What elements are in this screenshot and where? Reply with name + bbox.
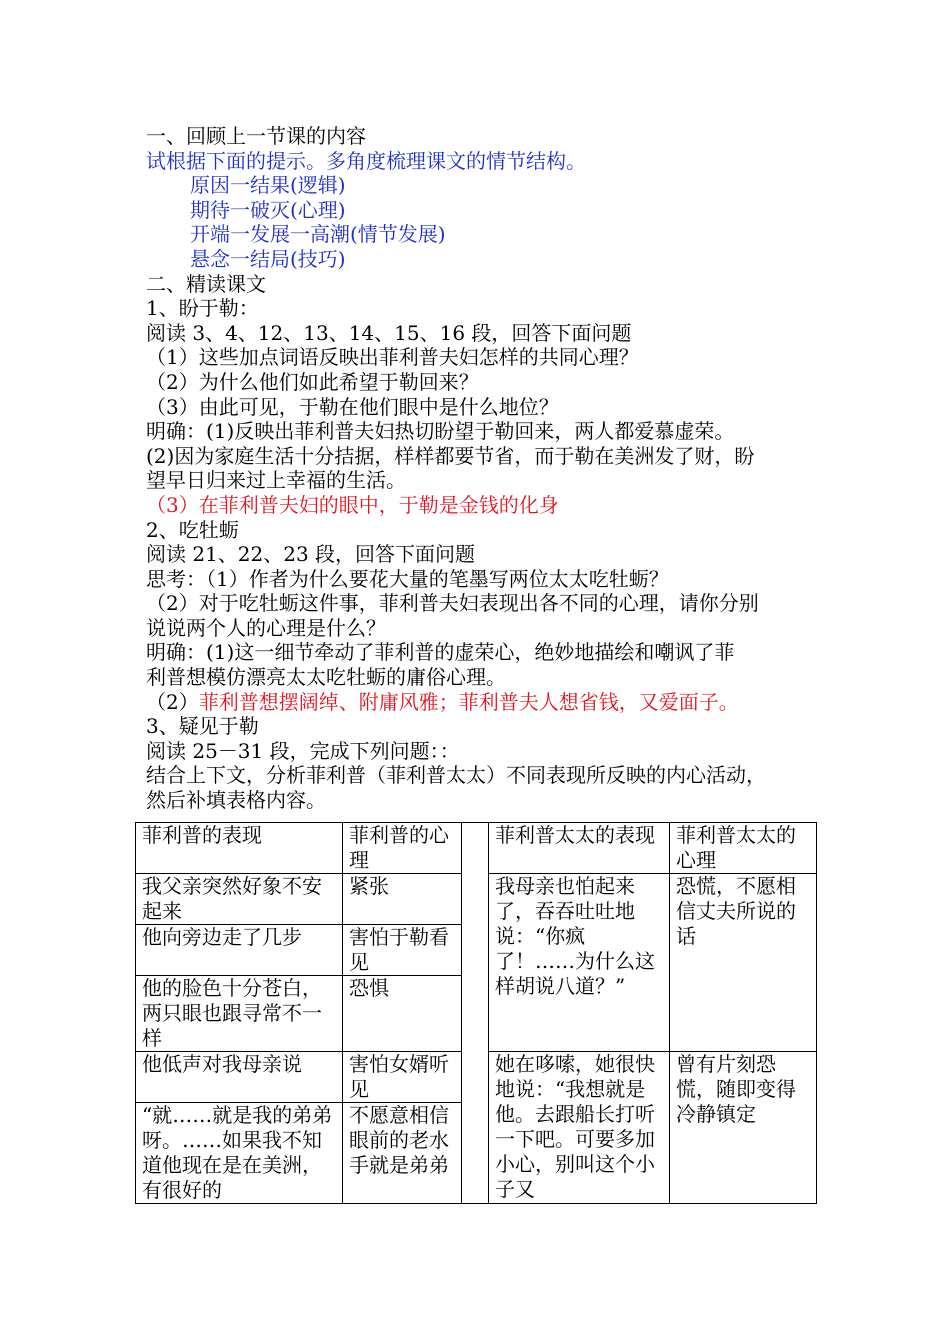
line-text: 阅读 21、22、23 段，回答下面问题 [146,542,476,567]
line-text: 试根据下面的提示。多角度梳理课文的情节结构。 [146,148,586,173]
table-cell: 害怕女婿听见 [343,1052,462,1103]
text-line [146,272,826,297]
text-line [146,616,826,641]
table-cell: 恐惧 [343,976,462,1052]
table-cell: 他的脸色十分苍白，两只眼也跟寻常不一样 [136,976,343,1052]
table-cell: 他向旁边走了几步 [136,925,343,976]
text-line [146,444,826,469]
line-text: 原因一结果(逻辑) [190,173,346,198]
line-text: （2）为什么他们如此希望于勒回来？ [146,369,479,394]
line-text: （3）在菲利普夫妇的眼中，于勒是金钱的化身 [146,492,559,517]
text-line [146,763,826,788]
table-cell: 曾有片刻恐慌，随即变得冷静镇定 [670,1052,817,1204]
line-text: （1）这些加点词语反映出菲利普夫妇怎样的共同心理？ [146,345,639,370]
text-line [146,222,826,247]
line-text: 一、回顾上一节课的内容 [146,124,366,148]
line-text: 开端一发展一高潮(情节发展) [190,222,446,247]
line-text: 阅读 3、4、12、13、14、15、16 段，回答下面问题 [146,320,632,345]
line-text: 悬念一结局(技巧) [190,246,346,271]
line-text: 然后补填表格内容。 [146,788,326,813]
header-cell: 菲利普的表现 [136,823,343,874]
text-line [146,124,826,149]
line-text: 说说两个人的心理是什么？ [146,615,386,640]
text-line [146,739,826,764]
text-line [146,395,826,420]
line-text: 望早日归来过上幸福的生活。 [146,468,406,493]
analysis-table [135,822,817,1204]
text-line [146,640,826,665]
line-text: （3）由此可见，于勒在他们眼中是什么地位？ [146,394,559,419]
line-text: 2、吃牡蛎 [146,517,239,542]
text-line [146,419,826,444]
line-text: （2）对于吃牡蛎这件事，菲利普夫妇表现出各不同的心理，请你分别 [146,591,759,616]
line-text: 3、疑见于勒 [146,714,259,739]
header-cell: 菲利普太太的心理 [670,823,817,874]
table-cell: 害怕于勒看见 [343,925,462,976]
text-line [146,345,826,370]
text-line [146,247,826,272]
text-line [146,567,826,592]
table-cell: 恐慌，不愿相信丈夫所说的话 [670,874,817,1052]
line-text: (2)因为家庭生活十分拮据，样样都要节省，而于勒在美洲发了财，盼 [146,443,755,468]
line-text: 明确：(1)这一细节牵动了菲利普的虚荣心，绝妙地描绘和嘲讽了菲 [146,640,735,665]
highlighted-answer: 菲利普想摆阔绰、附庸风雅；菲利普夫人想省钱，又爱面子。 [198,689,739,714]
table-cell: 他低声对我母亲说 [136,1052,343,1103]
text-line [146,296,826,321]
line-text: 结合上下文，分析菲利普（菲利普太太）不同表现所反映的内心活动， [146,763,766,788]
text-line [146,518,826,543]
text-line [146,198,826,223]
text-line [146,370,826,395]
line-text: 二、精读课文 [146,271,266,296]
text-line [146,542,826,567]
table-cell: “就……就是我的弟弟呀。……如果我不知道他现在是在美洲，有很好的 [136,1103,343,1204]
header-cell: 菲利普太太的表现 [489,823,670,874]
line-text: （2） [146,689,199,714]
text-line [146,173,826,198]
text-line [146,321,826,346]
header-cell: 菲利普的心理 [343,823,462,874]
line-text: 思考：（1）作者为什么要花大量的笔墨写两位太太吃牡蛎？ [146,566,669,591]
text-line [146,468,826,493]
text-line [146,591,826,616]
text-line [146,714,826,739]
table-cell: 紧张 [343,874,462,925]
text-line [146,149,826,174]
line-text: 1、盼于勒： [146,296,259,321]
text-line [146,788,826,813]
document-body [146,124,826,813]
line-text: 明确：(1)反映出菲利普夫妇热切盼望于勒回来，两人都爱慕虚荣。 [146,419,735,444]
text-line [146,690,826,715]
text-line [146,665,826,690]
table-cell: 我母亲也怕起来了，吞吞吐吐地说：“你疯了！……为什么这样胡说八道？” [489,874,670,1052]
line-text: 期待一破灭(心理) [190,197,346,222]
table-cell: 不愿意相信眼前的老水手就是弟弟 [343,1103,462,1204]
line-text: 利普想模仿漂亮太太吃牡蛎的庸俗心理。 [146,665,506,690]
text-line [146,493,826,518]
table-cell: 她在哆嗦，她很快地说：“我想就是他。去跟船长打听一下吧。可要多加小心，别叫这个小子又 [489,1052,670,1204]
table-cell: 我父亲突然好象不安起来 [136,874,343,925]
line-text: 阅读 25－31 段，完成下列问题：： [146,738,460,763]
table-header-row [136,823,817,874]
